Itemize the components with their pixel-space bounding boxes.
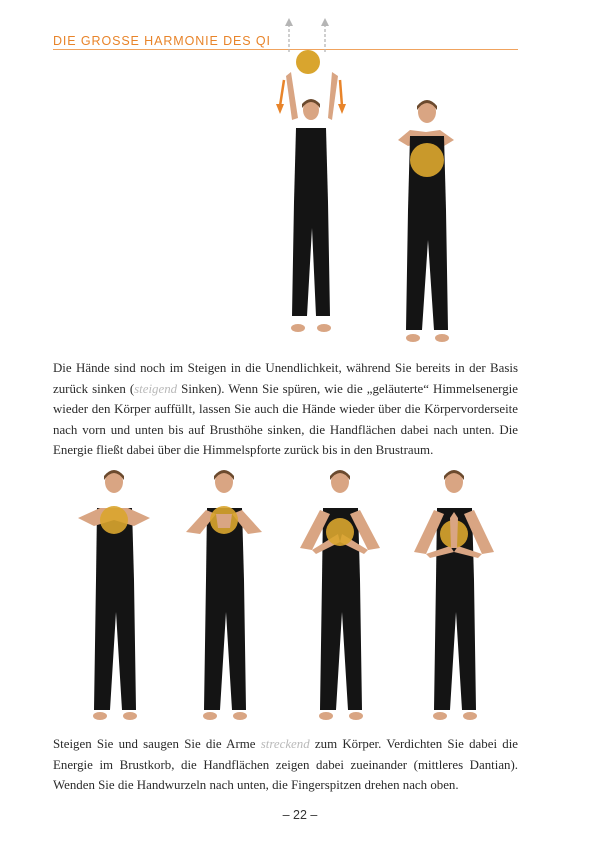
- page-number: – 22 –: [282, 808, 318, 822]
- paragraph-1: [53, 358, 518, 461]
- paragraph-1-part-2: Sinken). Wenn Sie spüren, wie die „geläuterte“ Himmelsenergie wieder den Körper auffüllt, lassen Sie auch die Hände wieder über die Körpervorderseite nach vorn und unten bis auf Brusthöhe sinken, die Handflächen dabei nach unten. Die Energie fließt dabei über die Himmelspforte zurück bis in den Brustraum.: [53, 381, 518, 457]
- paragraph-2-part-2: zum Körper. Verdichten Sie dabei die Energie im Brustkorb, die Handflächen zeigen dabei zueinander (mittleres Dantian). Wenden Sie die Handwurzeln nach unten, die Fingerspitzen drehen nach oben.: [53, 737, 518, 792]
- figure-bottom-4: [410, 462, 500, 724]
- paragraph-2-highlight: streckend: [260, 737, 310, 751]
- chapter-header: DIE GROSSE HARMONIE DES QI: [53, 34, 271, 48]
- figure-arms-forward: [380, 90, 475, 345]
- paragraph-1-highlight: steigend: [134, 381, 178, 396]
- figure-hands-raised: [262, 16, 362, 346]
- figure-bottom-1: [70, 462, 160, 724]
- figure-bottom-2: [180, 462, 270, 724]
- paragraph-2: [53, 734, 518, 796]
- paragraph-1-part-1: Die Hände sind noch im Steigen in die Unendlichkeit, während Sie bereits in der Basis zurück sinken (: [53, 361, 518, 396]
- figure-bottom-3: [296, 462, 386, 724]
- paragraph-2-part-1: Steigen Sie und saugen Sie die Arme: [53, 737, 261, 751]
